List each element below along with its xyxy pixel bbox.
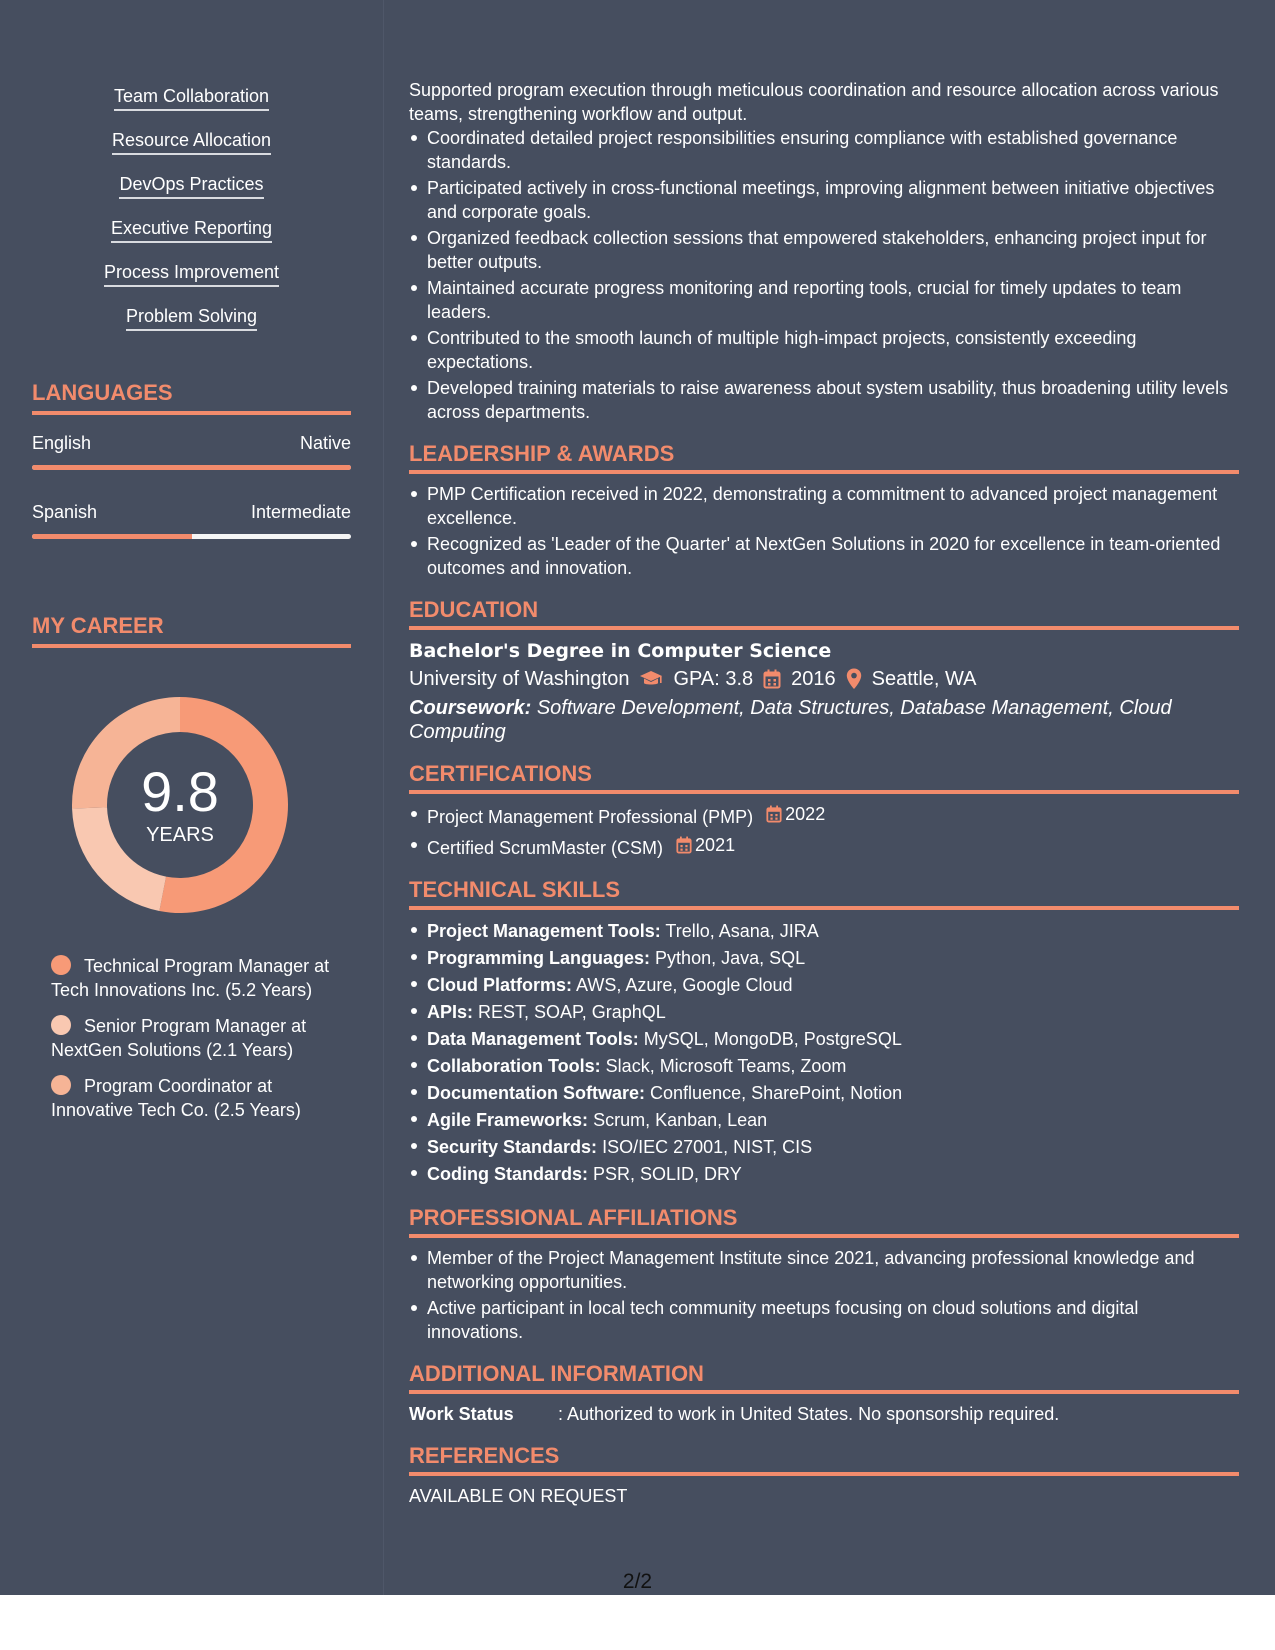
additional-info-heading: ADDITIONAL INFORMATION bbox=[409, 1360, 1239, 1394]
certification-year: 2022 bbox=[785, 804, 826, 824]
references-heading: REFERENCES bbox=[409, 1442, 1239, 1476]
skill-tag: Process Improvement bbox=[104, 260, 279, 287]
tech-skill-label: Agile Frameworks: bbox=[427, 1110, 589, 1130]
experience-bullet: Coordinated detailed project responsibilities ensuring compliance with established governance standards. bbox=[409, 126, 1239, 174]
experience-bullet: Contributed to the smooth launch of multiple high-impact projects, consistently exceeding expectations. bbox=[409, 326, 1239, 374]
affiliations-list bbox=[409, 1246, 1239, 1344]
legend-dot bbox=[51, 955, 71, 975]
calendar-icon bbox=[766, 805, 782, 823]
tech-skill-value: MySQL, MongoDB, PostgreSQL bbox=[643, 1029, 902, 1049]
leadership-heading: LEADERSHIP & AWARDS bbox=[409, 440, 1239, 474]
tech-skill-item bbox=[409, 1161, 1239, 1188]
tech-skill-item bbox=[409, 1080, 1239, 1107]
education-details bbox=[409, 664, 1239, 694]
tech-skill-label: Coding Standards: bbox=[427, 1164, 588, 1184]
coursework-label: Coursework: bbox=[409, 697, 532, 719]
experience-bullet: Maintained accurate progress monitoring and reporting tools, crucial for timely updates to team leaders. bbox=[409, 276, 1239, 324]
work-status-value: : Authorized to work in United States. No sponsorship required. bbox=[558, 1404, 1060, 1424]
language-proficiency-bar bbox=[32, 534, 351, 539]
total-years-value: 9.8 bbox=[141, 760, 219, 823]
leadership-item: PMP Certification received in 2022, demonstrating a commitment to advanced project management excellence. bbox=[409, 482, 1239, 530]
tech-skill-item bbox=[409, 945, 1239, 972]
education-heading: EDUCATION bbox=[409, 596, 1239, 630]
language-proficiency-fill bbox=[32, 465, 351, 470]
career-role-label: Program Coordinator at Innovative Tech Co. (2.5 Years) bbox=[51, 1076, 301, 1120]
tech-skill-value: Slack, Microsoft Teams, Zoom bbox=[605, 1056, 847, 1076]
education-coursework bbox=[409, 696, 1239, 744]
tech-skill-value: PSR, SOLID, DRY bbox=[593, 1164, 742, 1184]
language-name: Spanish bbox=[32, 502, 98, 522]
certification-name: Certified ScrumMaster (CSM) bbox=[427, 838, 664, 858]
language-level: Native bbox=[299, 433, 351, 453]
certifications-list bbox=[409, 802, 1239, 860]
tech-skill-label: Project Management Tools: bbox=[427, 921, 661, 941]
skill-tag: DevOps Practices bbox=[119, 172, 263, 199]
tech-skill-label: Collaboration Tools: bbox=[427, 1056, 601, 1076]
tech-skill-label: Data Management Tools: bbox=[427, 1029, 639, 1049]
coursework-text: Software Development, Data Structures, Database Management, Cloud Computing bbox=[409, 697, 1172, 743]
column-divider bbox=[383, 0, 384, 1595]
skill-tag: Resource Allocation bbox=[112, 128, 271, 155]
experience-bullets bbox=[409, 126, 1239, 424]
career-legend-item bbox=[51, 1074, 331, 1122]
work-status-label: Work Status bbox=[409, 1404, 514, 1424]
languages-heading: LANGUAGES bbox=[32, 380, 351, 415]
legend-dot bbox=[51, 1015, 71, 1035]
tech-skill-value: REST, SOAP, GraphQL bbox=[478, 1002, 666, 1022]
career-heading: MY CAREER bbox=[32, 613, 351, 648]
career-role-label: Technical Program Manager at Tech Innovations Inc. (5.2 Years) bbox=[51, 956, 330, 1000]
tech-skill-item bbox=[409, 1107, 1239, 1134]
affiliation-item: Member of the Project Management Institute since 2021, advancing professional knowledge and networking opportunities. bbox=[409, 1246, 1239, 1294]
affiliation-item: Active participant in local tech community meetups focusing on cloud solutions and digital innovations. bbox=[409, 1296, 1239, 1344]
total-years-unit: YEARS bbox=[146, 824, 214, 846]
references-text: AVAILABLE ON REQUEST bbox=[409, 1486, 628, 1506]
skills-list bbox=[32, 84, 351, 348]
tech-skill-value: Trello, Asana, JIRA bbox=[665, 921, 819, 941]
graduation-cap-icon bbox=[639, 670, 663, 688]
skill-tag: Executive Reporting bbox=[111, 216, 272, 243]
affiliations-heading: PROFESSIONAL AFFILIATIONS bbox=[409, 1204, 1239, 1238]
main-column bbox=[409, 78, 1239, 1508]
sidebar bbox=[32, 84, 351, 1134]
education-degree: Bachelor's Degree in Computer Science bbox=[409, 640, 832, 662]
career-donut-chart bbox=[65, 690, 295, 920]
language-proficiency-bar bbox=[32, 465, 351, 470]
certification-year: 2021 bbox=[695, 835, 736, 855]
tech-skill-item bbox=[409, 1134, 1239, 1161]
certifications-heading: CERTIFICATIONS bbox=[409, 760, 1239, 794]
language-level: Intermediate bbox=[250, 502, 351, 522]
career-legend-item bbox=[51, 1014, 331, 1062]
leadership-list bbox=[409, 482, 1239, 580]
calendar-icon bbox=[763, 669, 781, 689]
career-legend bbox=[51, 954, 331, 1122]
experience-bullet: Organized feedback collection sessions that empowered stakeholders, enhancing project input for better outputs. bbox=[409, 226, 1239, 274]
education-school: University of Washington bbox=[409, 668, 630, 690]
tech-skill-item bbox=[409, 999, 1239, 1026]
calendar-icon bbox=[676, 836, 692, 854]
tech-skill-label: Security Standards: bbox=[427, 1137, 598, 1157]
education-year: 2016 bbox=[791, 668, 836, 690]
tech-skill-item bbox=[409, 918, 1239, 945]
tech-skill-label: Cloud Platforms: bbox=[427, 975, 573, 995]
tech-skill-item bbox=[409, 1026, 1239, 1053]
technical-skills-list bbox=[409, 918, 1239, 1188]
tech-skill-value: Confluence, SharePoint, Notion bbox=[650, 1083, 903, 1103]
tech-skill-label: Documentation Software: bbox=[427, 1083, 646, 1103]
education-location: Seattle, WA bbox=[871, 668, 977, 690]
career-legend-item bbox=[51, 954, 331, 1002]
legend-dot bbox=[51, 1075, 71, 1095]
tech-skill-label: Programming Languages: bbox=[427, 948, 651, 968]
skill-tag: Team Collaboration bbox=[114, 84, 269, 111]
language-proficiency-fill bbox=[32, 534, 192, 539]
experience-summary: Supported program execution through meticulous coordination and resource allocation across various teams, strengthening workflow and output. bbox=[409, 80, 1219, 124]
tech-skill-item bbox=[409, 1053, 1239, 1080]
tech-skill-value: Scrum, Kanban, Lean bbox=[593, 1110, 768, 1130]
technical-skills-heading: TECHNICAL SKILLS bbox=[409, 876, 1239, 910]
location-pin-icon bbox=[846, 668, 862, 690]
tech-skill-label: APIs: bbox=[427, 1002, 474, 1022]
language-name: English bbox=[32, 433, 92, 453]
experience-bullet: Participated actively in cross-functional meetings, improving alignment between initiative objectives and corporate goals. bbox=[409, 176, 1239, 224]
education-gpa: GPA: 3.8 bbox=[673, 668, 754, 690]
certification-item bbox=[409, 802, 1239, 829]
certification-item bbox=[409, 833, 1239, 860]
leadership-item: Recognized as 'Leader of the Quarter' at NextGen Solutions in 2020 for excellence in team-oriented outcomes and innovation. bbox=[409, 532, 1239, 580]
tech-skill-value: Python, Java, SQL bbox=[655, 948, 806, 968]
page-number: 2/2 bbox=[622, 1570, 653, 1593]
work-status-row bbox=[409, 1402, 1239, 1426]
skill-tag: Problem Solving bbox=[126, 304, 257, 331]
language-row bbox=[32, 500, 351, 539]
career-role-label: Senior Program Manager at NextGen Solutions (2.1 Years) bbox=[51, 1016, 307, 1060]
language-row bbox=[32, 431, 351, 470]
tech-skill-item bbox=[409, 972, 1239, 999]
certification-name: Project Management Professional (PMP) bbox=[427, 807, 754, 827]
tech-skill-value: ISO/IEC 27001, NIST, CIS bbox=[602, 1137, 813, 1157]
experience-bullet: Developed training materials to raise awareness about system usability, thus broadening utility levels across departments. bbox=[409, 376, 1239, 424]
tech-skill-value: AWS, Azure, Google Cloud bbox=[576, 975, 793, 995]
